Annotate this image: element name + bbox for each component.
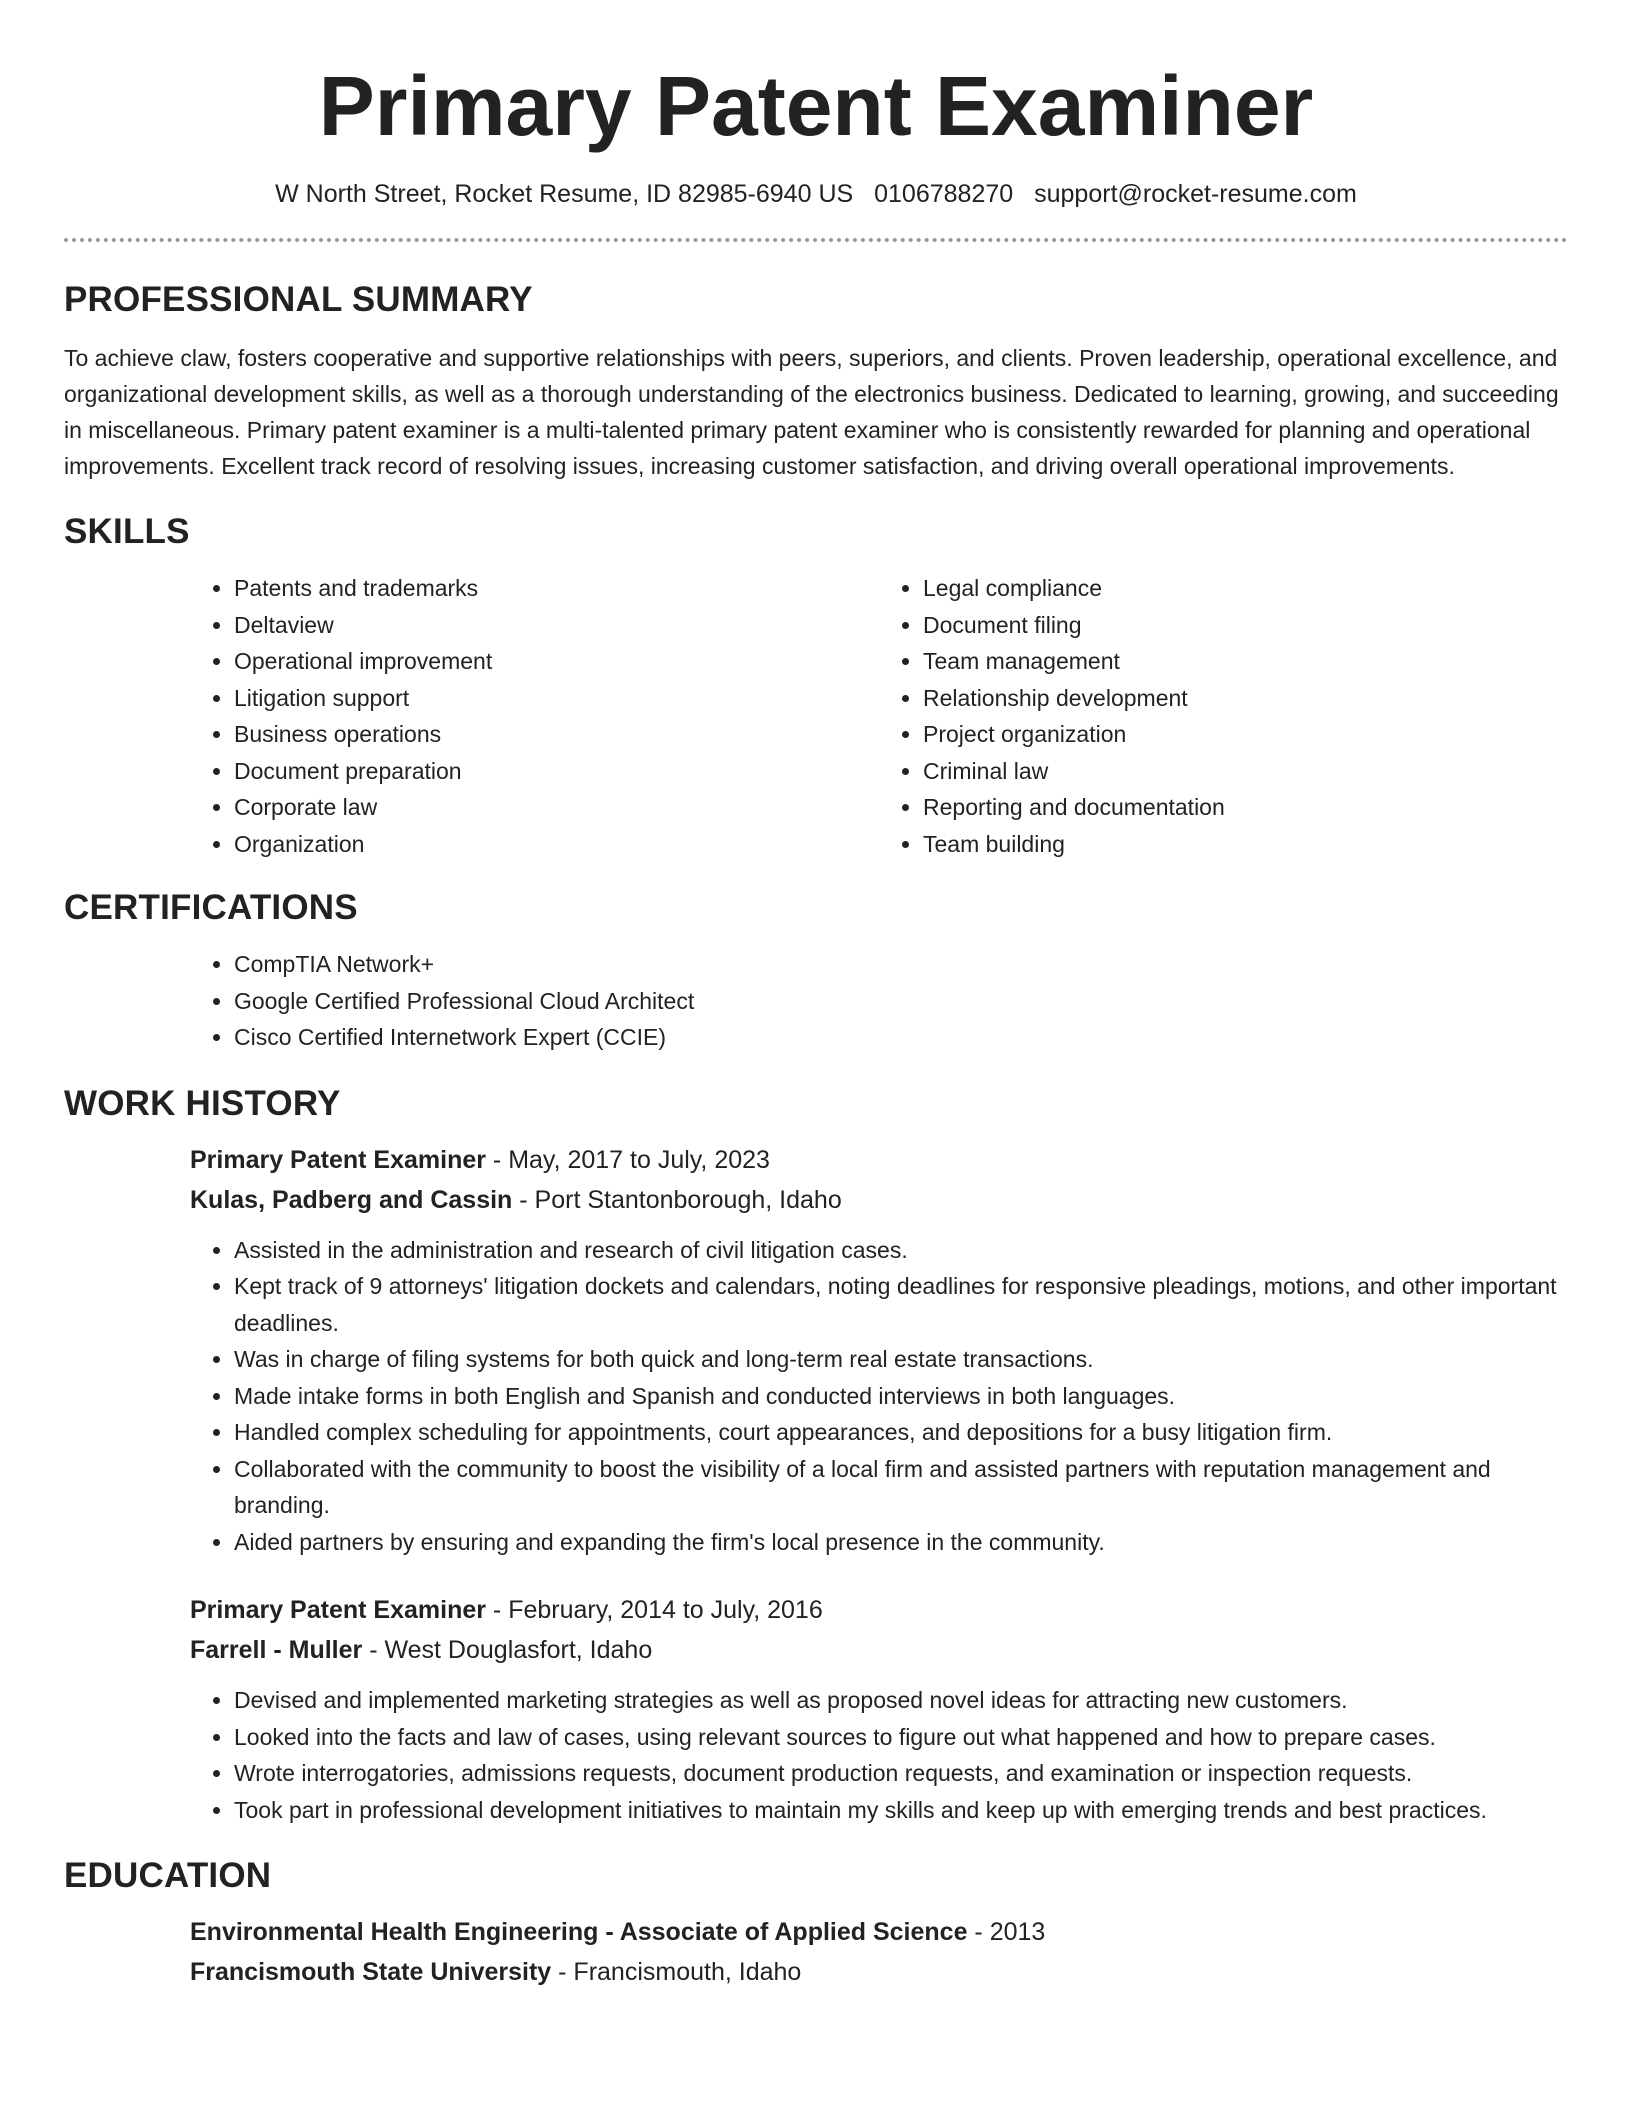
job-bullet: • Wrote interrogatories, admissions requests, document production requests, and examination or inspection requests. (234, 1755, 1568, 1792)
education-degree-line (190, 1912, 1568, 1952)
job-dates: - February, 2014 to July, 2016 (485, 1596, 823, 1624)
education-school-line (190, 1952, 1568, 1992)
job-bullet: • Devised and implemented marketing strategies as well as proposed novel ideas for attracting new customers. (234, 1682, 1568, 1719)
resume-name: Primary Patent Examiner (318, 59, 1314, 153)
job-location: - Port Stantonborough, Idaho (512, 1185, 842, 1214)
job-bullet: • Looked into the facts and law of cases, using relevant sources to figure out what happened and how to prepare cases. (234, 1719, 1568, 1756)
header-divider (64, 238, 1568, 242)
certification-item: • CompTIA Network+ (234, 946, 1568, 983)
skills-columns (190, 570, 1568, 862)
job-bullet: • Was in charge of filing systems for both quick and long-term real estate transactions. (234, 1341, 1568, 1378)
job-entry (190, 1140, 1568, 1561)
contact-email[interactable]: support@rocket-resume.com (1034, 180, 1357, 208)
job-title-line (190, 1140, 1568, 1180)
job-bullet: • Collaborated with the community to boost the visibility of a local firm and assisted partners with reputation management and branding. (234, 1451, 1568, 1524)
job-title-line (190, 1590, 1568, 1630)
skills-list-left (190, 570, 879, 862)
skill-item: • Organization (234, 826, 879, 863)
certifications-title: CERTIFICATIONS (64, 888, 358, 927)
skill-item: • Operational improvement (234, 643, 879, 680)
education-entry (190, 1912, 1568, 1992)
certification-item: • Google Certified Professional Cloud Architect (234, 983, 1568, 1020)
skill-item: • Team building (923, 826, 1568, 863)
contact-address: W North Street, Rocket Resume, ID 82985-6940 US (275, 180, 854, 208)
job-bullets (190, 1682, 1568, 1828)
job-bullet: • Aided partners by ensuring and expanding the firm's local presence in the community. (234, 1524, 1568, 1561)
certifications-list (190, 946, 1568, 1056)
skill-item: • Project organization (923, 716, 1568, 753)
education-year: - 2013 (967, 1918, 1046, 1946)
certification-item: • Cisco Certified Internetwork Expert (CCIE) (234, 1019, 1568, 1056)
education-school: Francismouth State University (190, 1958, 552, 1986)
job-bullet: • Assisted in the administration and research of civil litigation cases. (234, 1232, 1568, 1269)
skill-item: • Patents and trademarks (234, 570, 879, 607)
job-bullet: • Handled complex scheduling for appointments, court appearances, and depositions for a busy litigation firm. (234, 1414, 1568, 1451)
work-history-title: WORK HISTORY (64, 1083, 341, 1123)
job-dates: - May, 2017 to July, 2023 (485, 1145, 770, 1174)
skill-item: • Litigation support (234, 680, 879, 717)
contact-line (64, 178, 1568, 210)
skill-item: • Reporting and documentation (923, 789, 1568, 826)
summary-text: To achieve claw, fosters cooperative and supportive relationships with peers, superiors, and clients. Proven leadership, operational excellence, and organizational development skills, as well as a thorough understanding of the electronics business. Dedicated to learning, growing, and succeeding in miscellaneous. Primary patent examiner is a multi-talented primary patent examiner who is consistently rewarded for planning and operational improvements. Excellent track record of resolving issues, increasing customer satisfaction, and driving overall operational improvements. (64, 345, 1559, 479)
skills-list-right (879, 570, 1568, 862)
job-role: Primary Patent Examiner (190, 1145, 486, 1174)
job-role: Primary Patent Examiner (190, 1596, 486, 1624)
skill-item: • Deltaview (234, 607, 879, 644)
job-entry (190, 1590, 1568, 1828)
education-degree: Environmental Health Engineering - Associate of Applied Science (190, 1918, 968, 1946)
education-location: - Francismouth, Idaho (551, 1958, 802, 1986)
job-company-line (190, 1180, 1568, 1220)
job-company: Kulas, Padberg and Cassin (190, 1185, 513, 1214)
skill-item: • Business operations (234, 716, 879, 753)
skills-title: SKILLS (64, 512, 190, 551)
skill-item: • Criminal law (923, 753, 1568, 790)
skills-section (64, 510, 1568, 862)
job-bullet: • Kept track of 9 attorneys' litigation dockets and calendars, noting deadlines for responsive pleadings, motions, and other important deadlines. (234, 1268, 1568, 1341)
job-location: - West Douglasfort, Idaho (362, 1636, 653, 1664)
skill-item: • Document preparation (234, 753, 879, 790)
job-bullets (190, 1232, 1568, 1561)
skill-item: • Document filing (923, 607, 1568, 644)
job-company-line (190, 1630, 1568, 1670)
skill-item: • Corporate law (234, 789, 879, 826)
job-bullet: • Took part in professional development initiatives to maintain my skills and keep up with emerging trends and best practices. (234, 1792, 1568, 1829)
skill-item: • Legal compliance (923, 570, 1568, 607)
education-section (64, 1854, 1568, 1992)
job-bullet: • Made intake forms in both English and Spanish and conducted interviews in both languages. (234, 1378, 1568, 1415)
job-company: Farrell - Muller (190, 1636, 363, 1664)
skill-item: • Team management (923, 643, 1568, 680)
summary-section (64, 278, 1568, 484)
work-history-section (64, 1082, 1568, 1829)
education-title: EDUCATION (64, 1856, 272, 1895)
contact-phone: 0106788270 (874, 180, 1014, 208)
certifications-section (64, 886, 1568, 1056)
summary-title: PROFESSIONAL SUMMARY (64, 280, 533, 319)
skill-item: • Relationship development (923, 680, 1568, 717)
